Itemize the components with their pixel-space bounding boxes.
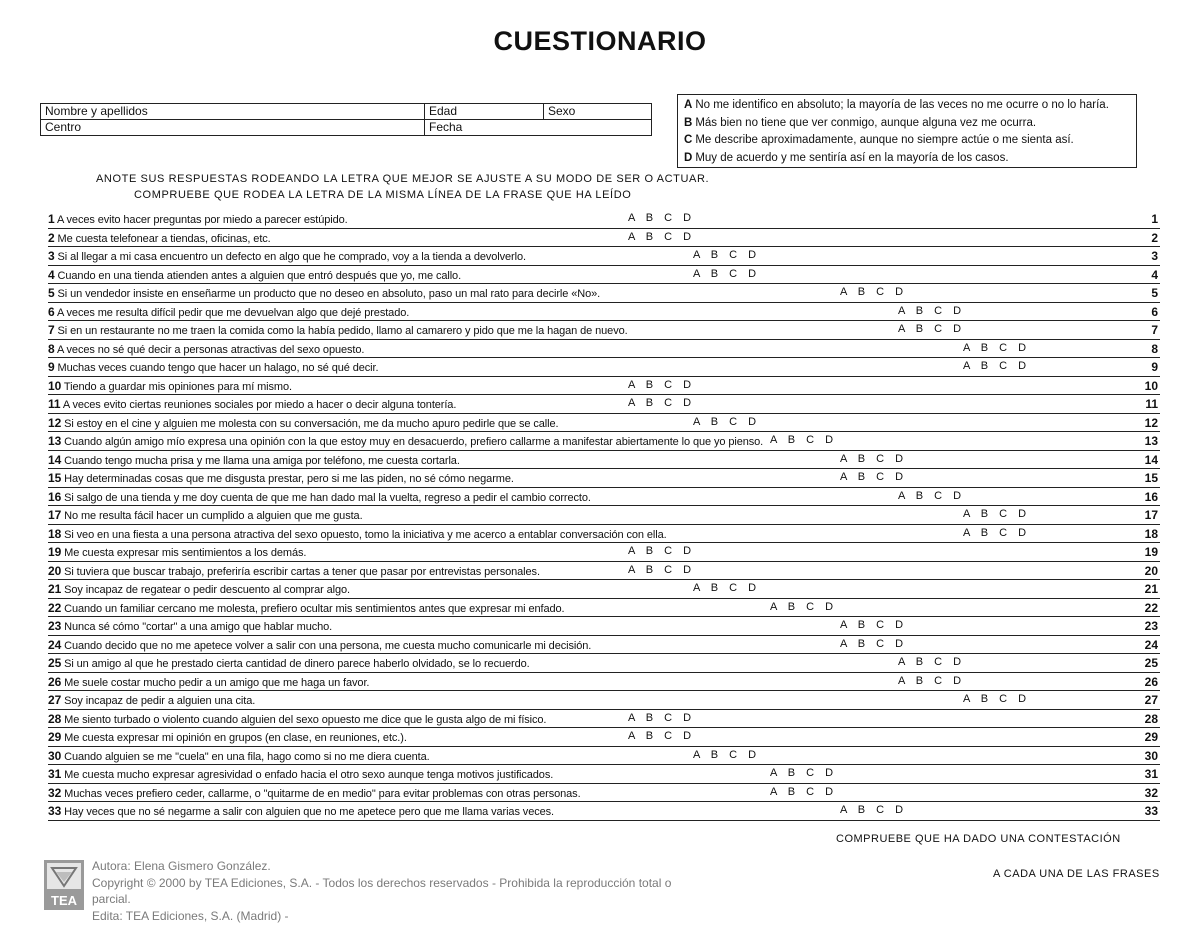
question-number-right: 29 [1144, 730, 1158, 744]
question-row [48, 802, 1160, 821]
question-number: 26 [48, 674, 62, 689]
question-number: 5 [48, 286, 55, 300]
question-row [48, 562, 1160, 581]
date-field[interactable] [425, 120, 652, 136]
question-statement: Si estoy en el cine y alguien me molesta con su conversación, me da mucho apuro pedirle que se calle. [64, 417, 559, 430]
question-text [48, 471, 514, 485]
question-row [48, 525, 1160, 544]
personal-info-table [40, 103, 652, 136]
answer-options[interactable]: A B C D [628, 378, 693, 391]
question-number: 22 [48, 600, 62, 615]
question-statement: Me siento turbado o violento cuando alguien del sexo opuesto me dice que le gusta algo de mi físico. [64, 713, 547, 726]
question-text [48, 582, 350, 596]
center-label: Centro [45, 120, 82, 134]
question-number: 16 [48, 489, 62, 504]
question-statement: Si al llegar a mi casa encuentro un defecto en algo que he comprado, voy a la tienda a devolverlo. [57, 251, 526, 263]
question-text [48, 767, 553, 781]
question-text [48, 693, 255, 707]
question-statement: Nunca sé cómo "cortar" a una amigo que hablar mucho. [64, 621, 333, 633]
question-number: 24 [48, 637, 62, 652]
question-text [48, 508, 363, 522]
question-number-right: 16 [1144, 489, 1158, 504]
answer-options[interactable]: A B C D [840, 619, 905, 631]
question-row [48, 229, 1160, 248]
question-number: 15 [48, 471, 62, 485]
center-field[interactable] [41, 120, 425, 136]
question-number: 6 [48, 304, 55, 319]
question-number-right: 27 [1144, 693, 1158, 707]
question-text [48, 231, 271, 245]
question-number-right: 22 [1144, 600, 1158, 615]
question-statement: A veces evito ciertas reuniones sociales por miedo a hacer o decir alguna tontería. [62, 399, 457, 411]
question-number: 3 [48, 249, 55, 263]
question-text [48, 323, 628, 337]
question-row [48, 710, 1160, 729]
answer-options[interactable]: A B C D [898, 323, 963, 335]
question-statement: Cuando decido que no me apetece volver a salir con una persona, me cuesta mucho comunicarle mi decisión. [64, 639, 592, 652]
question-statement: Cuando alguien se me "cuela" en una fila, hago como si no me diera cuenta. [64, 750, 430, 763]
question-text [48, 527, 667, 541]
question-number: 25 [48, 656, 62, 670]
tea-logo-icon [44, 860, 84, 910]
question-number-right: 23 [1144, 619, 1158, 633]
question-row [48, 451, 1160, 470]
question-number: 32 [48, 785, 62, 800]
answer-options[interactable]: A B C D [963, 341, 1028, 354]
question-statement: Cuando un familiar cercano me molesta, prefiero ocultar mis sentimientos antes que expresar mi enfado. [64, 602, 565, 615]
answer-options[interactable]: A B C D [770, 600, 835, 613]
answer-options[interactable]: A B C D [693, 748, 758, 761]
question-number: 14 [48, 452, 62, 467]
question-number-right: 13 [1144, 434, 1158, 448]
question-text [48, 249, 526, 263]
question-statement: Tiendo a guardar mis opiniones para mí mismo. [63, 380, 292, 393]
question-row [48, 469, 1160, 488]
answer-options[interactable]: A B C D [628, 730, 693, 742]
question-text [48, 786, 581, 800]
question-row [48, 654, 1160, 673]
question-number-right: 7 [1151, 323, 1158, 337]
answer-options[interactable]: A B C D [963, 508, 1028, 520]
question-row [48, 266, 1160, 285]
legend-item-c: C Me describe aproximadamente, aunque no siempre actúe o me sienta así. [684, 134, 1074, 146]
question-number-right: 28 [1144, 711, 1158, 726]
questionnaire-items [48, 210, 1160, 821]
question-number-right: 26 [1144, 674, 1158, 689]
svg-text:TEA: TEA [51, 893, 77, 908]
question-statement: Me suele costar mucho pedir a un amigo que me haga un favor. [64, 676, 370, 689]
question-text [48, 712, 546, 726]
question-number: 4 [48, 267, 55, 282]
answer-options[interactable]: A B C D [693, 582, 758, 594]
question-number: 19 [48, 545, 62, 559]
question-row [48, 673, 1160, 692]
question-number: 29 [48, 730, 62, 744]
question-number: 1 [48, 212, 55, 226]
question-number-right: 15 [1144, 471, 1158, 485]
question-row [48, 747, 1160, 766]
question-row [48, 395, 1160, 414]
answer-options[interactable]: A B C D [840, 471, 905, 483]
check-note-line-1: COMPRUEBE QUE HA DADO UNA CONTESTACIÓN [836, 833, 1121, 845]
question-row [48, 580, 1160, 599]
answer-options[interactable]: A B C D [898, 304, 963, 317]
answer-options[interactable]: A B C D [693, 415, 758, 428]
question-statement: A veces evito hacer preguntas por miedo a parecer estúpido. [56, 214, 348, 226]
instruction-line-2: COMPRUEBE QUE RODEA LA LETRA DE LA MISMA LÍNEA DE LA FRASE QUE HA LEÍDO [134, 189, 632, 201]
check-note-line-2: A CADA UNA DE LAS FRASES [993, 868, 1160, 880]
answer-options[interactable]: A B C D [898, 674, 963, 687]
question-text [48, 675, 369, 689]
question-statement: Hay determinadas cosas que me disgusta prestar, pero si me las piden, no sé cómo negarme. [64, 473, 514, 485]
question-number-right: 30 [1144, 748, 1158, 763]
question-statement: Me cuesta expresar mi opinión en grupos (en clase, en reuniones, etc.). [64, 732, 407, 744]
question-row [48, 728, 1160, 747]
question-number-right: 4 [1151, 267, 1158, 282]
question-number: 33 [48, 804, 62, 818]
question-statement: Me cuesta mucho expresar agresividad o enfado hacia el otro sexo aunque tenga motivos justificados. [64, 769, 554, 781]
name-label: Nombre y apellidos [45, 104, 148, 118]
question-text [48, 434, 763, 448]
question-row [48, 784, 1160, 803]
sex-field[interactable] [544, 104, 652, 120]
answer-options[interactable]: A B C D [840, 286, 905, 298]
answer-legend [677, 94, 1137, 168]
question-row [48, 636, 1160, 655]
question-row [48, 488, 1160, 507]
question-text [48, 490, 591, 504]
legend-item-d: D Muy de acuerdo y me sentiría así en la mayoría de los casos. [684, 151, 1009, 164]
name-field[interactable] [41, 104, 425, 120]
question-number-right: 18 [1144, 526, 1158, 541]
question-row [48, 617, 1160, 636]
sex-label: Sexo [548, 104, 576, 118]
question-statement: No me resulta fácil hacer un cumplido a alguien que me gusta. [64, 510, 363, 522]
question-text [48, 286, 600, 300]
question-text [48, 749, 430, 763]
question-text [48, 342, 364, 356]
question-number-right: 6 [1151, 304, 1158, 319]
question-text [48, 619, 332, 633]
question-number: 23 [48, 619, 62, 633]
answer-options[interactable]: A B C D [628, 545, 693, 557]
question-statement: A veces no sé qué decir a personas atractivas del sexo opuesto. [56, 343, 365, 356]
question-statement: Si un amigo al que he prestado cierta cantidad de dinero parece haberlo olvidado, se lo recuerdo. [64, 658, 530, 670]
question-statement: Cuando algún amigo mío expresa una opinión con la que estoy muy en desacuerdo, prefiero callarme a manifestar abiertamente lo que yo pienso. [64, 436, 764, 448]
question-number-right: 9 [1151, 360, 1158, 374]
question-statement: Cuando tengo mucha prisa y me llama una amiga por teléfono, me cuesta cortarla. [64, 454, 460, 467]
question-number-right: 5 [1151, 286, 1158, 300]
question-number: 18 [48, 526, 62, 541]
question-number-right: 8 [1151, 341, 1158, 356]
question-statement: Si veo en una fiesta a una persona atractiva del sexo opuesto, tomo la iniciativa y me acerco a entablar conversación con ella. [64, 528, 667, 541]
credits-publisher: Edita: TEA Ediciones, S.A. (Madrid) - [92, 908, 289, 923]
page-title: CUESTIONARIO [493, 26, 707, 56]
question-row [48, 765, 1160, 784]
question-statement: Me cuesta expresar mis sentimientos a los demás. [64, 547, 307, 559]
answer-options[interactable]: A B C D [628, 563, 693, 576]
instruction-line-1: ANOTE SUS RESPUESTAS RODEANDO LA LETRA QUE MEJOR SE AJUSTE A SU MODO DE SER O ACTUAR. [96, 173, 710, 185]
question-number: 21 [48, 582, 62, 596]
question-number: 20 [48, 563, 62, 578]
question-text [48, 305, 409, 319]
question-number-right: 17 [1144, 508, 1158, 522]
answer-options[interactable]: A B C D [898, 489, 963, 502]
question-number: 9 [48, 360, 55, 374]
question-row [48, 321, 1160, 340]
question-statement: Si un vendedor insiste en enseñarme un producto que no deseo en absoluto, paso un mal rato para decirle «No». [57, 288, 601, 300]
question-row [48, 303, 1160, 322]
question-number: 31 [48, 767, 62, 781]
question-number-right: 14 [1144, 452, 1158, 467]
question-statement: Me cuesta telefonear a tiendas, oficinas, etc. [57, 232, 271, 245]
question-text [48, 397, 456, 411]
question-text [48, 804, 554, 818]
question-text [48, 212, 348, 226]
question-number-right: 24 [1144, 637, 1158, 652]
question-row [48, 340, 1160, 359]
question-statement: Si en un restaurante no me traen la comida como la había pedido, llamo al camarero y pido que me la hagan de nuevo. [57, 325, 628, 337]
question-statement: Si tuviera que buscar trabajo, preferiría escribir cartas a tener que pasar por entrevistas personales. [64, 565, 540, 578]
question-number: 11 [48, 397, 61, 411]
question-text [48, 379, 292, 393]
question-statement: Cuando en una tienda atienden antes a alguien que entró después que yo, me callo. [57, 269, 462, 282]
question-row [48, 432, 1160, 451]
question-number: 30 [48, 748, 62, 763]
credits-author: Autora: Elena Gismero González. [92, 859, 271, 873]
question-row [48, 358, 1160, 377]
question-text [48, 268, 461, 282]
question-number: 2 [48, 230, 55, 245]
answer-options[interactable]: A B C D [628, 711, 693, 724]
question-number: 8 [48, 341, 55, 356]
question-number: 7 [48, 323, 55, 337]
answer-options[interactable]: A B C D [898, 656, 963, 668]
question-text [48, 545, 306, 559]
question-number-right: 31 [1144, 767, 1158, 781]
question-statement: Muchas veces cuando tengo que hacer un halago, no sé qué decir. [57, 362, 379, 374]
question-number: 10 [48, 378, 62, 393]
question-number-right: 10 [1144, 378, 1158, 393]
question-text [48, 730, 407, 744]
question-statement: A veces me resulta difícil pedir que me devuelvan algo que dejé prestado. [56, 306, 410, 319]
age-field[interactable] [425, 104, 544, 120]
answer-options[interactable]: A B C D [840, 637, 905, 650]
question-statement: Si salgo de una tienda y me doy cuenta de que me han dado mal la vuelta, regreso a pedir el cambio correcto. [64, 491, 591, 504]
question-number-right: 1 [1151, 212, 1158, 226]
question-number: 27 [48, 693, 62, 707]
question-text [48, 638, 591, 652]
credits-copyright: Copyright © 2000 by TEA Ediciones, S.A. - Todos los derechos reservados - Prohibida la reproducción total o parcial. [92, 875, 672, 906]
question-number-right: 3 [1151, 249, 1158, 263]
question-statement: Muchas veces prefiero ceder, callarme, o "quitarme de en medio" para evitar problemas con otras personas. [64, 787, 581, 800]
legend-item-a: A No me identifico en absoluto; la mayoría de las veces no me ocurre o no lo haría. [684, 99, 1109, 111]
question-text [48, 360, 378, 374]
question-number-right: 21 [1144, 582, 1158, 596]
question-number: 28 [48, 711, 62, 726]
question-number-right: 25 [1144, 656, 1158, 670]
answer-options[interactable]: A B C D [770, 785, 835, 798]
question-text [48, 453, 460, 467]
answer-options[interactable]: A B C D [628, 230, 693, 243]
question-text [48, 656, 530, 670]
answer-options[interactable]: A B C D [963, 526, 1028, 539]
credits [92, 858, 712, 924]
answer-options[interactable]: A B C D [693, 249, 758, 261]
question-number: 17 [48, 508, 62, 522]
question-statement: Soy incapaz de pedir a alguien una cita. [64, 695, 256, 707]
answer-options[interactable]: A B C D [840, 452, 905, 465]
question-number-right: 11 [1145, 397, 1158, 411]
question-statement: Hay veces que no sé negarme a salir con alguien que no me apetece pero que me llama varias veces. [64, 806, 554, 818]
answer-options[interactable]: A B C D [963, 360, 1028, 372]
answer-options[interactable]: A B C D [770, 767, 835, 779]
question-number: 12 [48, 415, 62, 430]
answer-options[interactable]: A B C D [693, 267, 758, 280]
question-row [48, 284, 1160, 303]
legend-item-b: B Más bien no tiene que ver conmigo, aunque alguna vez me ocurra. [684, 116, 1037, 129]
question-row [48, 414, 1160, 433]
question-row [48, 247, 1160, 266]
question-text [48, 416, 558, 430]
question-number-right: 12 [1144, 415, 1158, 430]
date-label: Fecha [429, 120, 463, 134]
question-text [48, 564, 540, 578]
question-statement: Soy incapaz de regatear o pedir descuento al comprar algo. [64, 584, 351, 596]
question-number-right: 19 [1144, 545, 1158, 559]
question-row [48, 377, 1160, 396]
answer-options[interactable]: A B C D [628, 397, 693, 409]
question-number-right: 33 [1144, 804, 1158, 818]
answer-options[interactable]: A B C D [770, 434, 835, 446]
question-number-right: 20 [1144, 563, 1158, 578]
question-row [48, 506, 1160, 525]
question-text [48, 601, 564, 615]
question-row [48, 210, 1160, 229]
question-row [48, 599, 1160, 618]
answer-options[interactable]: A B C D [840, 804, 905, 816]
question-number-right: 2 [1151, 230, 1158, 245]
question-number: 13 [48, 434, 62, 448]
age-label: Edad [429, 104, 458, 118]
answer-options[interactable]: A B C D [628, 212, 693, 224]
question-number-right: 32 [1144, 785, 1158, 800]
question-row [48, 543, 1160, 562]
question-row [48, 691, 1160, 710]
answer-options[interactable]: A B C D [963, 693, 1028, 705]
